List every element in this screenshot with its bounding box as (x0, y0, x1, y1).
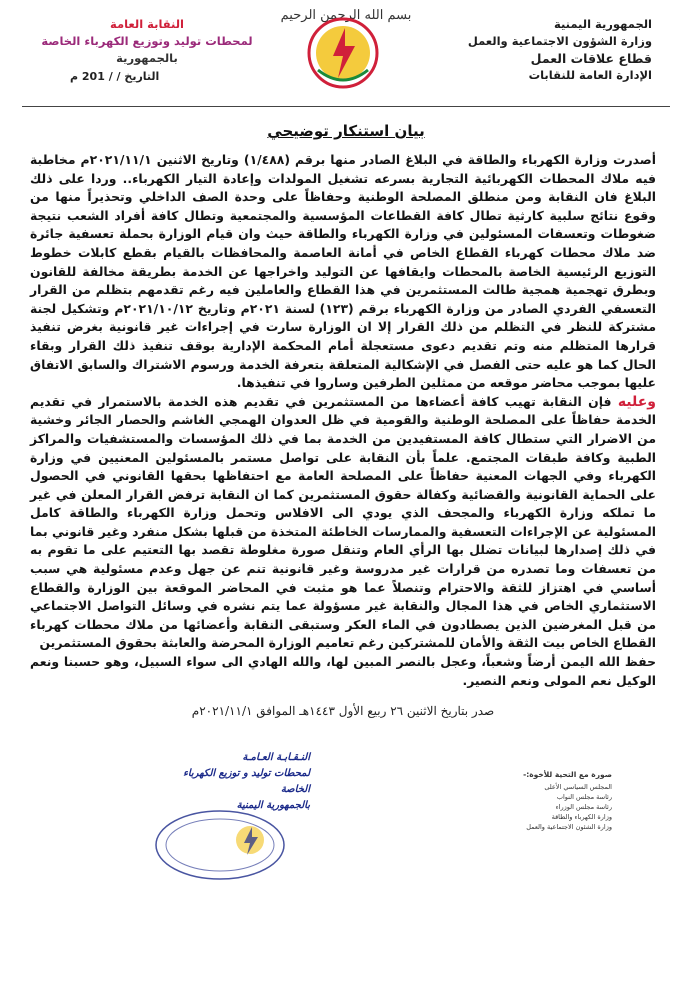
signature-line-1: النـقـابـة العـامـة (242, 752, 310, 763)
union-line-3: بالجمهورية (116, 51, 178, 65)
date-line: التاريخ / / 201 م (70, 70, 160, 83)
cc-item: المجلس السياسي الأعلى (544, 783, 612, 791)
cc-heading: صورة مع التحية للأخوة:- (523, 770, 612, 779)
signature-line-2: لمحطات توليد و توزيع الكهرباء الخاصة (183, 768, 310, 795)
cc-item: رئاسة مجلس الوزراء (555, 803, 612, 811)
union-line-2: لمحطات توليد وتوزيع الكهرباء الخاصة (41, 34, 253, 48)
paragraph-1: أصدرت وزارة الكهرباء والطاقة في البلاغ الصادر منها برقم (١/٤٨٨) وتاريخ الاثنين ٢٠٢١/١١/١م مخاطبة فيه ملاك المحطات الكهربائية التجارية بسرعه تشغيل المولدات وإعادة التيار الكهرباء.. وردا على ذلك البلاغ فان النقابة ومن منطلق المصلحة الوطنية وحفاظاً على وحدة الصف الداخلي وتحذيراً منها من وقوع نتائج سلبية كارثية تطال كافة القطاعات المؤسسية والمجتمعية وتطال كافة أفراد الشعب نتيجة ضغوطات وتعسفات المسئولين في وزارة الكهرباء والطاقة حيث وان قيام الوزارة بحملة تعسفية جائرة ضد ملاك محطات كهرباء القطاع الخاص في أمانة العاصمة والمحافظات بالقيام بقطع كابلات خطوط التوزيع الرئيسية الخاصة بالمحطات وايقافها عن التوليد واخراجها عن الخدمة بطريقة مخالفة للقانون وبطرق تهجمية همجية طالت المستثمرين في هذا القطاع والعاملين فيه رغم تقدمهم بتظلم من القرار التعسفي الفردي الصادر من وزارة الكهرباء برقم (١٢٣) لسنة ٢٠٢١م وتاريخ ٢٠٢١/١٠/١٢م وتشكيل لجنة مشتركة للنظر في التظلم من ذلك القرار إلا ان الوزارة سارت في إجراءات غير قانونية بغرض تنفيذ قرارها المتظلم منه وتم تقديم دعوى مستعجلة أمام المحكمة الإدارية بوقف تنفيذ ذلك القرار وبقاء الحال كما هو عليه حتى الفصل في الإشكالية المتعلقة بتعرفة الخدمة ورسوم الاشتراك والسابق الاتفاق عليها بموجب محاضر موقعه من ممثلين الطرفين وساروا في تنفيذها. (30, 152, 657, 391)
cc-item: رئاسة مجلس النواب (556, 793, 612, 801)
union-logo-icon (300, 10, 386, 96)
header-divider (22, 106, 670, 107)
ministry-line-2: وزارة الشؤون الاجتماعية والعمل (467, 34, 652, 48)
issue-date: صدر بتاريخ الاثنين ٢٦ ربيع الأول ١٤٤٣هـ الموافق ٢٠٢١/١١/١م (191, 704, 495, 718)
document-title: بيان استنكار توضيحي (267, 122, 425, 140)
paragraph-2 (30, 393, 656, 653)
cc-item: وزارة الشئون الاجتماعية والعمل (526, 823, 612, 831)
ministry-header (442, 16, 652, 84)
signature-line-3: بالجمهورية اليمنية (236, 800, 310, 811)
paragraph-3: حفظ الله اليمن أرضاً وشعباً، وعجل بالنصر المبين لها، والله الهادي الى سواء السبيل، وهو حسبنا ونعم الوكيل نعم المولى ونعم النصير. (30, 654, 656, 688)
basmala: بسم الله الرحمن الرحيم (280, 8, 412, 23)
union-header (22, 16, 272, 67)
cc-item: وزارة الكهرباء والطاقة (551, 813, 612, 821)
union-line-1: النقابة العامة (109, 17, 184, 31)
cc-list (497, 770, 612, 832)
ministry-line-3: قطاع علاقات العمل (530, 51, 652, 66)
paragraph-2-text: فإن النقابة تهيب كافة أعضاءها من المستثمرين في تقديم هذه الخدمة بالاستمرار في تقديم الخدمة حفاظاً على المصلحة الوطنية والقومية في ظل العدوان الهمجي الغاشم والحصار الجائر وخشية من الاضرار التي ستطال كافة المستفيدين من الخدمة بما في ذلك المؤسسات والمستشفيات والمراكز الطبية وكافة طبقات المجتمع. علماً بأن النقابة على تواصل مستمر بالمسئولين المعنيين في وزارة الكهرباء وفي الجهات المعنية حفاظاً على المصلحة العامة مع احتفاظها بحقها القانوني في الحصول على الحماية القانونية والقضائية وكفالة حقوق المستثمرين كما ان النقابة ترفض القرار المعلن في غير ما تملكه وزارة الكهرباء والمجحف الذي يودي الى الافلاس وتحمل وزارة الكهرباء والطاقة كامل المسئولية عن الإجراءات التعسفية والممارسات الخاطئة المتخذة من قبلها بشكل منفرد وغير قانوني بما في ذلك إصدارها لبيانات تضلل بها الرأي العام وتنقل صورة مغلوطة تقصد بها التعتيم على ما تقوم به من تعسفات وما تصدره من قرارات غير مدروسة وغير قانونية تنم عن جهل وعدم مسئولية هي سبب أساسي في اهتزاز للثقة والاحترام وتنصلاً عما هو مثبت في المحاضر الموقعة بين الوزارة والقطاع الاستثماري الخاص في هذا المجال والنقابة غير مسؤولة عما يتم نشره في وسائل التواصل الاجتماعي من قبل المغرضين الذين يصطادون في الماء العكر وستبقى النقابة وأعضائها من ملاك محطات كهرباء القطاع الخاص بيت الثقة والأمان للمشتركين رغم تعاميم الوزارة المحرضة والعابثة بحقوق المستثمرين (30, 393, 656, 651)
statement-body (30, 151, 656, 690)
ministry-line-4: الإدارة العامة للنقابات (528, 68, 652, 82)
ministry-line-1: الجمهورية اليمنية (553, 17, 652, 31)
alayh-word: وعليه (617, 393, 656, 410)
union-stamp-icon (150, 805, 290, 885)
